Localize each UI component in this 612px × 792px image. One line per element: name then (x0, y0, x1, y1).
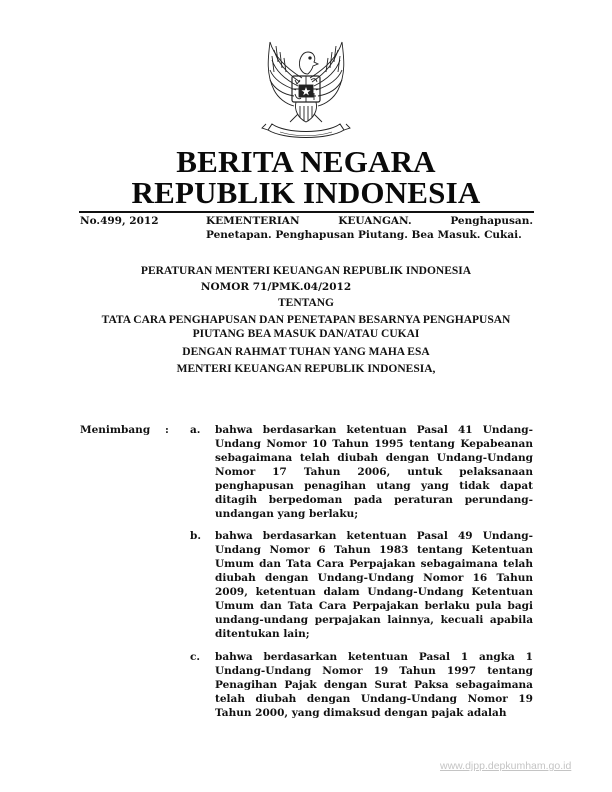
regulation-number: NOMOR 71/PMK.04/2012 (200, 281, 352, 293)
header-divider (79, 211, 534, 213)
gazette-subject-line2: Penetapan. Penghapusan Piutang. Bea Masuk. Cukai. (206, 229, 522, 241)
garuda-emblem-icon (256, 38, 356, 142)
subject-word: Penghapusan. (450, 215, 533, 227)
considerans-colon: : (165, 424, 169, 436)
masthead-subtitle: REPUBLIK INDONESIA (131, 175, 481, 210)
invocation: DENGAN RAHMAT TUHAN YANG MAHA ESA (182, 346, 430, 358)
gazette-subject (206, 214, 533, 242)
considerans-label: Menimbang (80, 424, 151, 436)
subject-word: KEUANGAN. (338, 215, 412, 227)
gazette-subject-line1 (206, 214, 533, 228)
masthead-title: BERITA NEGARA (176, 144, 436, 179)
source-watermark-link[interactable]: www.djpp.depkumham.go.id (440, 760, 572, 772)
item-letter: b. (190, 530, 201, 542)
considerans-item: bahwa berdasarkan ketentuan Pasal 1 angka 1 Undang-Undang Nomor 19 Tahun 1997 tentang Penagihan Pajak dengan Surat Paksa sebagaimana telah diubah dengan Undang-Undang Nomor 19 Tahun 2000, yang dimaksud dengan pajak adalah (215, 651, 533, 719)
item-letter: a. (190, 424, 201, 436)
gazette-number: No.499, 2012 (80, 215, 159, 227)
issuer: MENTERI KEUANGAN REPUBLIK INDONESIA, (176, 363, 436, 375)
about-heading: TENTANG (277, 297, 335, 309)
regulation-subject-line2: PIUTANG BEA MASUK DAN/ATAU CUKAI (192, 328, 420, 340)
regulation-subject-line1: TATA CARA PENGHAPUSAN DAN PENETAPAN BESARNYA PENGHAPUSAN (101, 314, 511, 326)
subject-word: KEMENTERIAN (206, 215, 300, 227)
item-letter: c. (190, 651, 201, 663)
considerans-item: bahwa berdasarkan ketentuan Pasal 49 Undang-Undang Nomor 6 Tahun 1983 tentang Ketentuan Umum dan Tata Cara Perpajakan sebagaimana telah diubah dengan Undang-Undang Nomor 16 Tahun 2009, ketentuan dalam Undang-Undang Ketentuan Umum dan Tata Cara Perpajakan berlaku pula bagi undang-undang perpajakan lainnya, kecuali apabila ditentukan lain; (215, 530, 533, 640)
considerans-item: bahwa berdasarkan ketentuan Pasal 41 Undang-Undang Nomor 10 Tahun 1995 tentang Kepabeanan sebagaimana telah diubah dengan Undang-Undang Nomor 17 Tahun 2006, untuk pelaksanaan penghapusan penagihan utang yang tidak dapat ditagih berpedoman pada peraturan perundang-undangan yang berlaku; (215, 424, 533, 520)
regulation-title: PERATURAN MENTERI KEUANGAN REPUBLIK INDONESIA (140, 265, 472, 277)
